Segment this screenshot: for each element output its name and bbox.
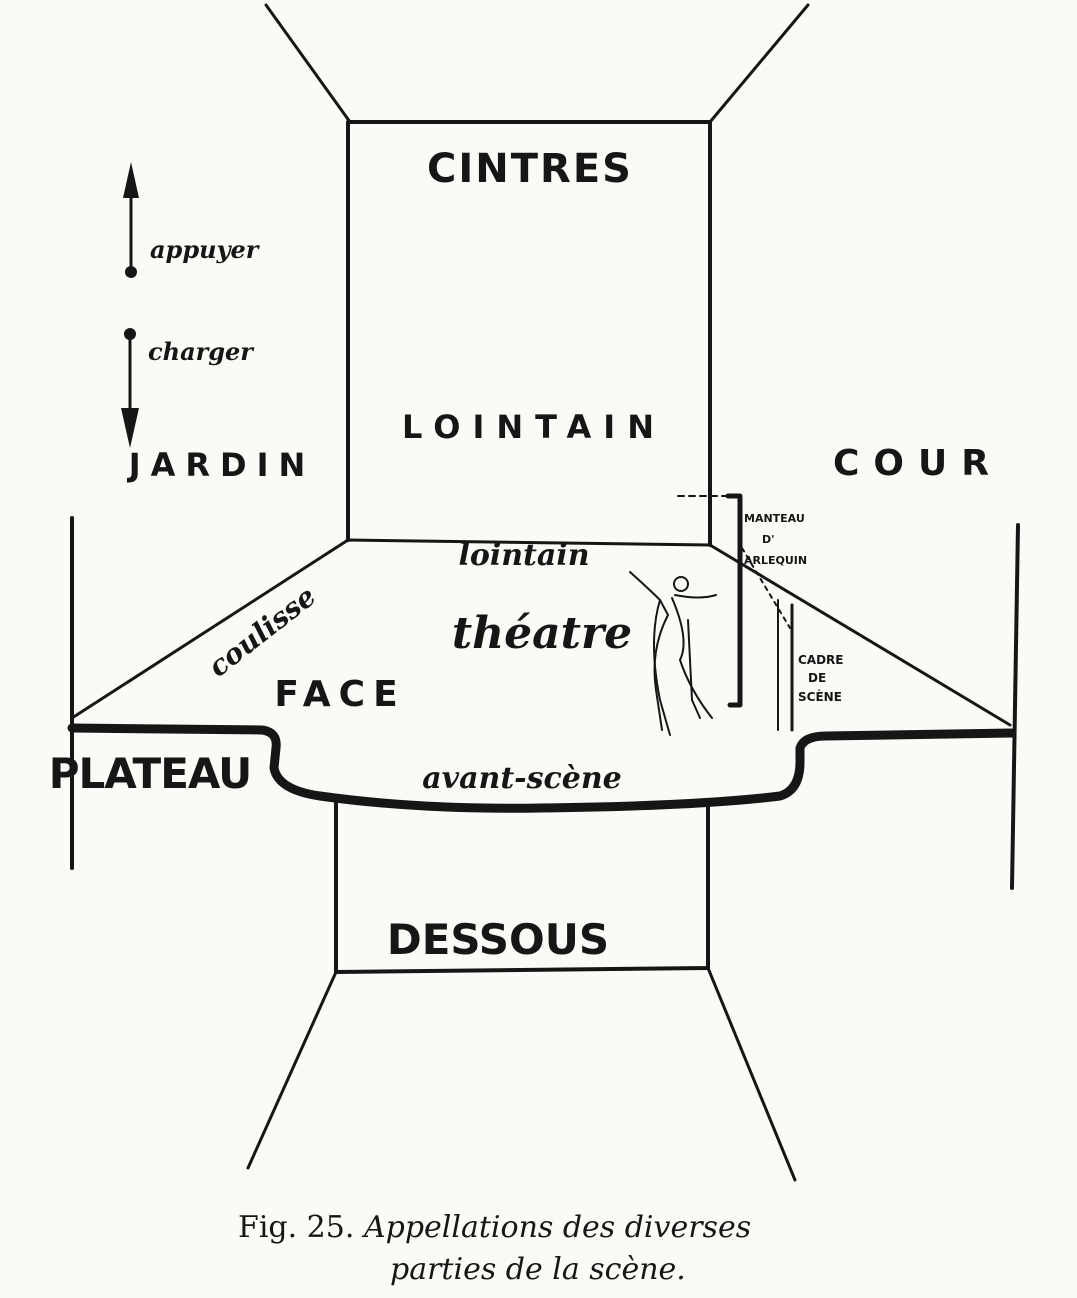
manteau-label-line2: D' bbox=[762, 533, 775, 546]
lointain-label: LOINTAIN bbox=[402, 408, 666, 446]
cadre-label-line3: SCÈNE bbox=[798, 690, 842, 704]
face-label: FACE bbox=[274, 674, 406, 715]
cadre-label-line2: DE bbox=[808, 671, 827, 685]
bottom-left-perspective-line bbox=[248, 972, 336, 1168]
caption-title-line2: parties de la scène. bbox=[390, 1252, 686, 1287]
top-right-perspective-line bbox=[710, 5, 808, 122]
appuyer-arrow-dot bbox=[125, 266, 137, 278]
charger-label: charger bbox=[148, 337, 253, 366]
charger-arrow-dot bbox=[124, 328, 136, 340]
coulisse-label: coulisse bbox=[201, 579, 323, 684]
dessous-label: DESSOUS bbox=[386, 915, 610, 964]
appuyer-arrow-head-icon bbox=[123, 162, 139, 198]
plateau-label: PLATEAU bbox=[48, 749, 252, 798]
charger-arrow-head-icon bbox=[121, 408, 139, 448]
cadre-label-line1: CADRE bbox=[798, 653, 844, 667]
manteau-label-line1: MANTEAU bbox=[744, 512, 805, 525]
caption-line-1 bbox=[238, 1210, 751, 1245]
jardin-label: JARDIN bbox=[128, 446, 316, 484]
top-left-perspective-line bbox=[266, 5, 350, 122]
actor-figure bbox=[630, 572, 716, 735]
caption-title-line1: Appellations des diverses bbox=[363, 1210, 752, 1245]
manteau-post bbox=[728, 496, 740, 705]
lointain-floor-label: lointain bbox=[458, 538, 590, 573]
caption-number: Fig. 25. bbox=[238, 1210, 355, 1245]
theatre-label: théatre bbox=[451, 608, 633, 659]
cour-label: COUR bbox=[833, 443, 1003, 484]
right-post bbox=[1012, 525, 1018, 888]
avant-scene-label: avant-scène bbox=[422, 761, 622, 796]
manteau-label-line3: ARLEQUIN bbox=[744, 554, 808, 567]
cintres-label: CINTRES bbox=[427, 146, 633, 192]
bottom-right-perspective-line bbox=[708, 968, 795, 1180]
appuyer-label: appuyer bbox=[150, 235, 259, 264]
